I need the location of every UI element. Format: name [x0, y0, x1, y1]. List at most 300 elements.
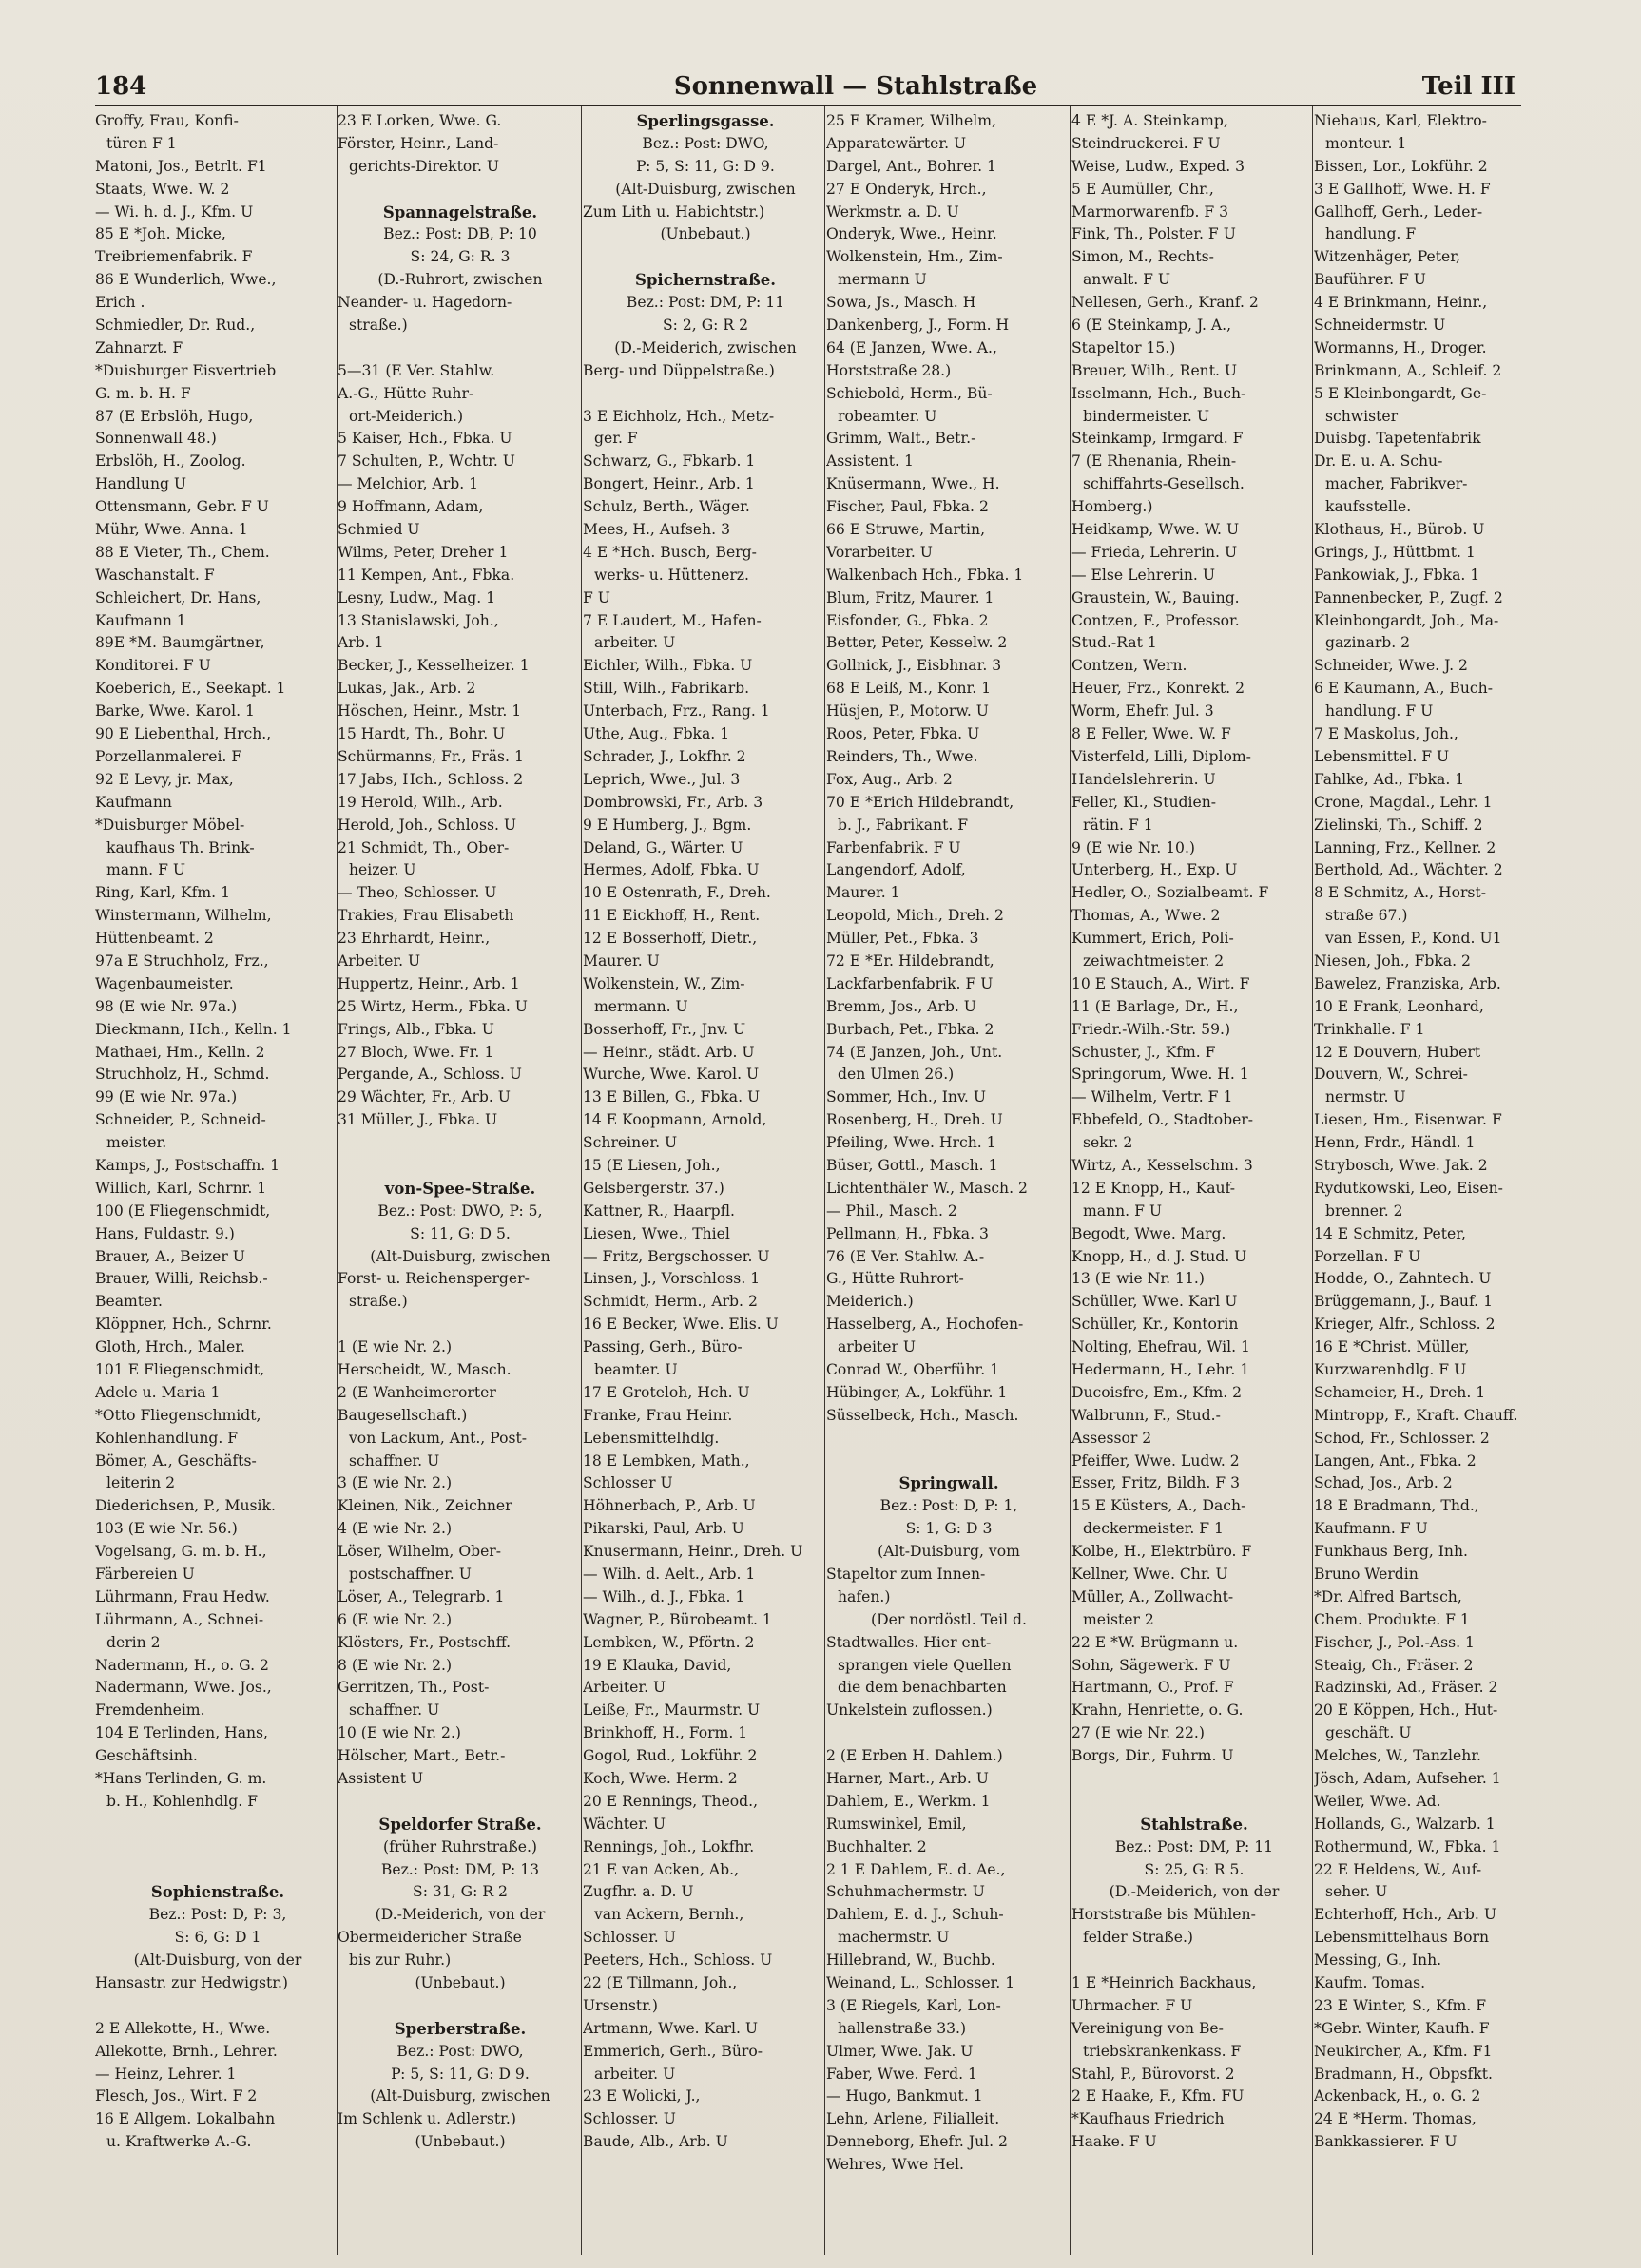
directory-entry-line: Hölscher, Mart., Betr.- [338, 1747, 506, 1765]
directory-entry-line: Matoni, Jos., Betrlt. F1 [95, 157, 267, 175]
directory-entry-line: 10 E Stauch, A., Wirt. F [1071, 974, 1250, 992]
directory-entry-line: Deland, G., Wärter. U [583, 838, 743, 856]
directory-entry-line: straße 67.) [1325, 907, 1408, 925]
directory-entry-line: Gallhoff, Gerh., Leder- [1314, 202, 1483, 221]
directory-entry-line: 10 E Ostenrath, F., Dreh. [583, 884, 771, 902]
directory-entry-line: P: 5, S: 11, G: D 9. [636, 157, 775, 175]
directory-entry-line: Zugfhr. a. D. U [583, 1883, 694, 1901]
directory-entry-line: Friedr.-Wilh.-Str. 59.) [1071, 1020, 1231, 1038]
directory-entry-line: beamter. U [594, 1360, 678, 1378]
directory-entry-line: Im Schlenk u. Adlerstr.) [338, 2110, 516, 2128]
directory-entry-line: Apparatewärter. U [826, 134, 967, 152]
directory-entry-line: Echterhoff, Hch., Arb. U [1314, 1906, 1496, 1924]
directory-entry-line: Staats, Wwe. W. 2 [95, 180, 230, 198]
directory-entry-line: ort-Meiderich.) [349, 407, 464, 425]
directory-entry-line: Kaufmann. F U [1314, 1520, 1428, 1538]
directory-entry-line: derin 2 [106, 1633, 161, 1651]
page-header [95, 72, 1521, 103]
directory-entry-line: triebskrankenkass. F [1083, 2042, 1242, 2060]
directory-entry-line: robeamter. U [838, 407, 937, 425]
directory-entry-line: Hansastr. zur Hedwigstr.) [95, 1974, 289, 1992]
directory-entry-line: Kleinbongardt, Joh., Ma- [1314, 611, 1499, 629]
directory-entry-line: van Essen, P., Kond. U1 [1325, 930, 1502, 948]
directory-entry-line: Heuer, Frz., Konrekt. 2 [1071, 680, 1245, 698]
directory-entry-line: (Der nordöstl. Teil d. [871, 1610, 1027, 1628]
directory-entry-line: Brüggemann, J., Bauf. 1 [1314, 1293, 1493, 1311]
header-rule [95, 105, 1521, 106]
directory-entry-line: Konditorei. F U [95, 657, 211, 675]
directory-entry-line: Thomas, A., Wwe. 2 [1071, 907, 1221, 925]
directory-entry-line: arbeiter. U [594, 2065, 676, 2083]
directory-entry-line: 23 E Wolicki, J., [583, 2087, 701, 2105]
directory-entry-line: Winstermann, Wilhelm, [95, 907, 272, 925]
directory-entry-line: Stapeltor 15.) [1071, 338, 1176, 356]
directory-entry-line: S: 24, G: R. 3 [410, 248, 511, 266]
directory-entry-line: 5—31 (E Ver. Stahlw. [338, 361, 495, 379]
directory-entry-line: 2 (E Erben H. Dahlem.) [826, 1747, 1003, 1765]
directory-entry-line: (D.-Meiderich, zwischen [614, 338, 797, 356]
directory-entry-line: Steinkamp, Irmgard. F [1071, 430, 1244, 448]
directory-entry-line: 8 E Feller, Wwe. W. F [1071, 725, 1231, 743]
directory-entry-line: Simon, M., Rechts- [1071, 248, 1214, 266]
directory-entry-line: Hedler, O., Sozialbeamt. F [1071, 884, 1269, 902]
directory-entry-line: Bömer, A., Geschäfts- [95, 1451, 257, 1470]
directory-entry-line: Kolbe, H., Elektrbüro. F [1071, 1543, 1252, 1561]
directory-entry-line: 23 E Lorken, Wwe. G. [338, 112, 502, 129]
directory-entry-line: Mühr, Wwe. Anna. 1 [95, 521, 248, 539]
directory-entry-line: 5 E Kleinbongardt, Ge- [1314, 384, 1487, 402]
directory-entry-line: Grings, J., Hüttbmt. 1 [1314, 543, 1476, 561]
directory-entry-line: rätin. F 1 [1083, 816, 1153, 834]
directory-entry-line: 90 E Liebenthal, Hrch., [95, 725, 272, 743]
page-number: 184 [95, 72, 147, 101]
directory-entry-line: Lesny, Ludw., Mag. 1 [338, 588, 496, 606]
directory-entry-line: Wagenbaumeister. [95, 974, 234, 992]
directory-entry-line: türen F 1 [106, 134, 177, 152]
directory-entry-line: Knüsermann, Wwe., H. [826, 475, 1000, 493]
directory-entry-line: Berthold, Ad., Wächter. 2 [1314, 861, 1503, 879]
directory-entry-line: Begodt, Wwe. Marg. [1071, 1224, 1226, 1242]
directory-entry-line: Vorarbeiter. U [826, 543, 933, 561]
directory-entry-line: Wagner, P., Bürobeamt. 1 [583, 1610, 772, 1628]
directory-entry-line: meister 2 [1083, 1610, 1154, 1628]
directory-entry-line: G. m. b. H. F [95, 384, 191, 402]
directory-entry-line: Conrad W., Oberführ. 1 [826, 1360, 1000, 1378]
directory-entry-line: Sohn, Sägewerk. F U [1071, 1656, 1231, 1674]
directory-entry-line: Klothaus, H., Bürob. U [1314, 521, 1485, 539]
directory-entry-line: — Melchior, Arb. 1 [338, 475, 479, 493]
directory-entry-line: Visterfeld, Lilli, Diplom- [1071, 747, 1251, 765]
directory-entry-line: *Kaufhaus Friedrich [1071, 2110, 1225, 2128]
blank-line [338, 1995, 583, 2018]
column-1 [95, 110, 340, 2255]
directory-entry-line: Stadtwalles. Hier ent- [826, 1633, 992, 1651]
directory-entry-line: Maurer. 1 [826, 884, 900, 902]
directory-entry-line: gerichts-Direktor. U [349, 157, 500, 175]
directory-entry-line: 9 (E wie Nr. 10.) [1071, 838, 1196, 856]
directory-entry-line: Better, Peter, Kesselw. 2 [826, 634, 1008, 652]
directory-entry-line: 8 E Schmitz, A., Horst- [1314, 884, 1486, 902]
directory-entry-line: 3 E Eichholz, Hch., Metz- [583, 407, 775, 425]
directory-entry-line: Homberg.) [1071, 498, 1153, 516]
directory-entry-line: Haake. F U [1071, 2133, 1157, 2151]
directory-entry-line: Esser, Fritz, Bildh. F 3 [1071, 1474, 1240, 1492]
directory-entry-line: Süsselbeck, Hch., Masch. [826, 1406, 1019, 1424]
directory-entry-line: Eichler, Wilh., Fbka. U [583, 657, 753, 675]
directory-entry-line: Klösters, Fr., Postschff. [338, 1633, 512, 1651]
directory-entry-line: Werkmstr. a. D. U [826, 202, 959, 221]
directory-entry-line: 4 E *Hch. Busch, Berg- [583, 543, 757, 561]
directory-entry-line: 19 Herold, Wilh., Arb. [338, 793, 503, 811]
directory-entry-line: 2 1 E Dahlem, E. d. Ae., [826, 1860, 1006, 1878]
directory-entry-line: Sowa, Js., Masch. H [826, 294, 976, 312]
directory-entry-line: bis zur Ruhr.) [349, 1951, 452, 1970]
directory-entry-line: Still, Wilh., Fabrikarb. [583, 680, 750, 698]
directory-entry-line: 88 E Vieter, Th., Chem. [95, 543, 270, 561]
directory-entry-line: Forst- u. Reichensperger- [338, 1270, 530, 1288]
directory-entry-line: Koeberich, E., Seekapt. 1 [95, 680, 286, 698]
directory-entry-line: Breuer, Wilh., Rent. U [1071, 361, 1238, 379]
directory-entry-line: anwalt. F U [1083, 271, 1171, 289]
directory-entry-line: 23 Ehrhardt, Heinr., [338, 930, 491, 948]
directory-entry-line: Funkhaus Berg, Inh. [1314, 1543, 1468, 1561]
directory-entry-line: (D.-Ruhrort, zwischen [377, 271, 543, 289]
directory-entry-line: Hartmann, O., Prof. F [1071, 1679, 1234, 1697]
directory-entry-line: (Alt-Duisburg, vom [878, 1543, 1020, 1561]
directory-entry-line: schiffahrts-Gesellsch. [1083, 475, 1245, 493]
directory-entry-line: 22 (E Tillmann, Joh., [583, 1974, 738, 1992]
directory-entry-line: Ulmer, Wwe. Jak. U [826, 2042, 974, 2060]
column-5 [1071, 110, 1317, 2255]
directory-entry-line: Artmann, Wwe. Karl. U [583, 2019, 759, 2037]
directory-entry-line: Knopp, H., d. J. Stud. U [1071, 1247, 1247, 1265]
directory-entry-line: von-Spee-Straße. [384, 1179, 536, 1198]
directory-entry-line: Zielinski, Th., Schiff. 2 [1314, 816, 1483, 834]
directory-entry-line: Waschanstalt. F [95, 566, 215, 584]
blank-line [338, 337, 583, 360]
directory-entry-line: 6 E Kaumann, A., Buch- [1314, 680, 1493, 698]
directory-entry-line: 15 (E Liesen, Joh., [583, 1156, 721, 1174]
directory-entry-line: Unterberg, H., Exp. U [1071, 861, 1238, 879]
directory-entry-line: Weinand, L., Schlosser. 1 [826, 1974, 1015, 1992]
blank-line [1071, 1791, 1317, 1814]
directory-entry-line: Hodde, O., Zahntech. U [1314, 1270, 1492, 1288]
part-label: Teil III [1421, 72, 1516, 101]
directory-entry-line: Schlosser U [583, 1474, 673, 1492]
directory-entry-line: Mathaei, Hm., Kelln. 2 [95, 1043, 265, 1061]
directory-entry-line: Lehn, Arlene, Filialleit. [826, 2110, 1000, 2128]
directory-entry-line: (D.-Meiderich, von der [375, 1906, 546, 1924]
directory-entry-line: Uthe, Aug., Fbka. 1 [583, 725, 730, 743]
directory-entry-line: 3 E Gallhoff, Wwe. H. F [1314, 180, 1491, 198]
directory-entry-line: Rumswinkel, Emil, [826, 1815, 967, 1833]
directory-entry-line: *Duisburger Möbel- [95, 816, 245, 834]
directory-entry-line: hafen.) [838, 1587, 891, 1605]
directory-entry-line: Schneidermstr. U [1314, 317, 1446, 335]
directory-entry-line: Farbenfabrik. F U [826, 838, 961, 856]
directory-entry-line: — Phil., Masch. 2 [826, 1201, 957, 1220]
directory-entry-line: sprangen viele Quellen [838, 1656, 1012, 1674]
blank-line [826, 1722, 1071, 1745]
directory-entry-line: Pikarski, Paul, Arb. U [583, 1520, 744, 1538]
directory-entry-line: Hüttenbeamt. 2 [95, 930, 214, 948]
directory-entry-line: b. J., Fabrikant. F [838, 816, 969, 834]
directory-entry-line: *Gebr. Winter, Kaufh. F [1314, 2019, 1490, 2037]
directory-entry-line: G., Hütte Ruhrort- [826, 1270, 964, 1288]
directory-entry-line: 70 E *Erich Hildebrandt, [826, 793, 1014, 811]
directory-entry-line: Ring, Karl, Kfm. 1 [95, 884, 231, 902]
directory-entry-line: 21 Schmidt, Th., Ober- [338, 838, 510, 856]
directory-entry-line: Brauer, A., Beizer U [95, 1247, 245, 1265]
directory-entry-line: Höhnerbach, P., Arb. U [583, 1497, 756, 1515]
directory-entry-line: Stapeltor zum Innen- [826, 1566, 986, 1583]
directory-entry-line: Bez.: Post: DM, P: 13 [380, 1860, 540, 1878]
directory-entry-line: Bremm, Jos., Arb. U [826, 997, 976, 1015]
directory-entry-line: Lembken, W., Pförtn. 2 [583, 1633, 755, 1651]
directory-entry-line: 68 E Leiß, M., Konr. 1 [826, 680, 992, 698]
directory-entry-line: 29 Wächter, Fr., Arb. U [338, 1088, 511, 1106]
directory-entry-line: Fischer, Paul, Fbka. 2 [826, 498, 989, 516]
directory-entry-line: Arbeiter. U [583, 1679, 666, 1697]
directory-entry-line: 21 E van Acken, Ab., [583, 1860, 740, 1878]
directory-entry-line: 2 E Allekotte, H., Wwe. [95, 2019, 271, 2037]
directory-entry-line: felder Straße.) [1083, 1929, 1193, 1947]
directory-entry-line: Schlosser. U [583, 2110, 676, 2128]
directory-entry-line: Diederichsen, P., Musik. [95, 1497, 276, 1515]
directory-entry-line: Schmidt, Herm., Arb. 2 [583, 1293, 758, 1311]
directory-entry-line: (Alt-Duisburg, zwischen [370, 1247, 550, 1265]
directory-entry-line: Heidkamp, Wwe. W. U [1071, 521, 1240, 539]
directory-entry-line: schwister [1325, 407, 1399, 425]
directory-entry-line: Färbereien U [95, 1566, 195, 1583]
directory-entry-line: 23 E Winter, S., Kfm. F [1314, 1996, 1487, 2014]
directory-entry-line: 7 (E Rhenania, Rhein- [1071, 452, 1237, 471]
directory-entry-line: Speldorfer Straße. [378, 1815, 542, 1834]
directory-entry-line: Lukas, Jak., Arb. 2 [338, 680, 476, 698]
blank-line [1071, 1950, 1317, 1972]
directory-entry-line: Strybosch, Wwe. Jak. 2 [1314, 1156, 1488, 1174]
directory-entry-line: seher. U [1325, 1883, 1388, 1901]
directory-entry-line: Dr. E. u. A. Schu- [1314, 452, 1443, 471]
directory-entry-line: 14 E Schmitz, Peter, [1314, 1224, 1466, 1242]
directory-entry-line: Porzellanmalerei. F [95, 747, 242, 765]
directory-entry-line: arbeiter U [838, 1338, 916, 1356]
directory-entry-line: Niehaus, Karl, Elektro- [1314, 112, 1487, 129]
directory-entry-line: u. Kraftwerke A.-G. [106, 2133, 252, 2151]
directory-entry-line: 11 Kempen, Ant., Fbka. [338, 566, 515, 584]
directory-entry-line: (Unbebaut.) [415, 1974, 506, 1992]
directory-entry-line: Messing, G., Inh. [1314, 1951, 1442, 1970]
directory-entry-line: Kohlenhandlung. F [95, 1429, 239, 1447]
directory-entry-line: 22 E *W. Brügmann u. [1071, 1633, 1239, 1651]
directory-entry-line: Lebensmittelhaus Born [1314, 1929, 1490, 1947]
directory-entry-line: Höschen, Heinr., Mstr. 1 [338, 702, 522, 721]
directory-entry-line: Büser, Gottl., Masch. 1 [826, 1156, 998, 1174]
directory-entry-line: Kleinen, Nik., Zeichner [338, 1497, 512, 1515]
directory-entry-line: Rydutkowski, Leo, Eisen- [1314, 1179, 1503, 1197]
directory-entry-line: hallenstraße 33.) [838, 2019, 967, 2037]
directory-entry-line: 11 (E Barlage, Dr., H., [1071, 997, 1239, 1015]
directory-entry-line: 17 E Groteloh, Hch. U [583, 1383, 750, 1401]
directory-entry-line: Handlung U [95, 475, 187, 493]
directory-entry-line: Hedermann, H., Lehr. 1 [1071, 1360, 1250, 1378]
directory-entry-line: Flesch, Jos., Wirt. F 2 [95, 2087, 258, 2105]
directory-entry-line: 11 E Eickhoff, H., Rent. [583, 907, 761, 925]
directory-entry-line: mann. F U [106, 861, 186, 879]
directory-entry-line: 31 Müller, J., Fbka. U [338, 1111, 498, 1129]
directory-entry-line: Berg- und Düppelstraße.) [583, 361, 775, 379]
column-3 [583, 110, 828, 2255]
directory-entry-line: heizer. U [349, 861, 416, 879]
directory-entry-line: 76 (E Ver. Stahlw. A.- [826, 1247, 985, 1265]
directory-entry-line: Gelsbergerstr. 37.) [583, 1179, 724, 1197]
directory-entry-line: Schleichert, Dr. Hans, [95, 588, 261, 606]
directory-entry-line: Schneider, Wwe. J. 2 [1314, 657, 1468, 675]
directory-entry-line: Leprich, Wwe., Jul. 3 [583, 770, 741, 788]
directory-entry-line: Becker, J., Kesselheizer. 1 [338, 657, 530, 675]
blank-line [95, 1814, 340, 1836]
directory-entry-line: Gollnick, J., Eisbhnar. 3 [826, 657, 1002, 675]
directory-entry-line: machermstr. U [838, 1929, 950, 1947]
directory-entry-line: Brauer, Willi, Reichsb.- [95, 1270, 268, 1288]
directory-entry-line: Schuhmachermstr. U [826, 1883, 985, 1901]
directory-entry-line: Pannenbecker, P., Zugf. 2 [1314, 588, 1503, 606]
directory-entry-line: kaufsstelle. [1325, 498, 1412, 516]
directory-entry-line: 13 Stanislawski, Joh., [338, 611, 499, 629]
directory-entry-line: Eisfonder, G., Fbka. 2 [826, 611, 989, 629]
directory-entry-line: 10 E Frank, Leonhard, [1314, 997, 1484, 1015]
directory-entry-line: Denneborg, Ehefr. Jul. 2 [826, 2133, 1008, 2151]
directory-entry-line: Gogol, Rud., Lokführ. 2 [583, 1747, 758, 1765]
directory-entry-line: Emmerich, Gerh., Büro- [583, 2042, 763, 2060]
directory-entry-line: Mees, H., Aufseh. 3 [583, 521, 730, 539]
directory-entry-line: 24 E *Herm. Thomas, [1314, 2110, 1477, 2128]
directory-entry-line: kaufhaus Th. Brink- [106, 838, 255, 856]
directory-entry-line: Springorum, Wwe. H. 1 [1071, 1066, 1249, 1084]
directory-entry-line: 12 E Douvern, Hubert [1314, 1043, 1481, 1061]
directory-entry-line: S: 25, G: R 5. [1144, 1860, 1245, 1878]
directory-entry-line: 87 (E Erbslöh, Hugo, [95, 407, 254, 425]
blank-line [338, 1155, 583, 1178]
directory-entry-line: Schulz, Berth., Wäger. [583, 498, 750, 516]
directory-entry-line: Weise, Ludw., Exped. 3 [1071, 157, 1245, 175]
directory-entry-line: Fox, Aug., Arb. 2 [826, 770, 953, 788]
blank-line [338, 1791, 583, 1814]
directory-entry-line: (Unbebaut.) [660, 225, 751, 243]
directory-entry-line: Krieger, Alfr., Schloss. 2 [1314, 1316, 1496, 1334]
directory-entry-line: 27 Bloch, Wwe. Fr. 1 [338, 1043, 494, 1061]
directory-entry-line: 13 (E wie Nr. 11.) [1071, 1270, 1205, 1288]
directory-entry-line: Bruno Werdin [1314, 1566, 1419, 1583]
directory-entry-line: 72 E *Er. Hildebrandt, [826, 951, 994, 970]
directory-entry-line: Buchhalter. 2 [826, 1837, 927, 1855]
directory-entry-line: S: 31, G: R 2 [413, 1883, 508, 1901]
blank-line [1071, 1768, 1317, 1791]
directory-entry-line: Hermes, Adolf, Fbka. U [583, 861, 760, 879]
directory-entry-line: — Wi. h. d. J., Kfm. U [95, 202, 254, 221]
directory-entry-line: Kaufmann 1 [95, 611, 186, 629]
directory-entry-line: Bez.: Post: DWO, P: 5, [377, 1201, 543, 1220]
directory-entry-line: bindermeister. U [1083, 407, 1209, 425]
directory-entry-line: nermstr. U [1325, 1088, 1406, 1106]
directory-entry-line: Bez.: Post: DB, P: 10 [383, 225, 537, 243]
directory-entry-line: Löser, Wilhelm, Ober- [338, 1543, 502, 1561]
directory-entry-line: — Fritz, Bergschosser. U [583, 1247, 770, 1265]
directory-entry-line: mann. F U [1083, 1201, 1163, 1220]
directory-entry-line: 4 E *J. A. Steinkamp, [1071, 112, 1228, 129]
directory-entry-line: Witzenhäger, Peter, [1314, 248, 1460, 266]
directory-entry-line: Baugesellschaft.) [338, 1406, 468, 1424]
directory-entry-line: 103 (E wie Nr. 56.) [95, 1520, 238, 1538]
directory-entry-line: Isselmann, Hch., Buch- [1071, 384, 1246, 402]
directory-entry-line: Barke, Wwe. Karol. 1 [95, 702, 255, 721]
directory-entry-line: Rennings, Joh., Lokfhr. [583, 1837, 755, 1855]
directory-entry-line: Fremdenheim. [95, 1701, 205, 1720]
directory-entry-line: Schüller, Kr., Kontorin [1071, 1316, 1239, 1334]
directory-entry-line: Spannagelstraße. [382, 202, 538, 221]
column-6 [1314, 110, 1559, 2255]
blank-line [583, 246, 828, 269]
blank-line [338, 1314, 583, 1336]
directory-entry-line: mermann. U [594, 997, 688, 1015]
directory-entry-line: van Ackern, Bernh., [594, 1906, 744, 1924]
directory-entry-line: Zum Lith u. Habichtstr.) [583, 202, 765, 221]
directory-entry-line: Pellmann, H., Fbka. 3 [826, 1224, 989, 1242]
directory-entry-line: 4 (E wie Nr. 2.) [338, 1520, 453, 1538]
directory-entry-line: Unterbach, Frz., Rang. 1 [583, 702, 770, 721]
directory-entry-line: Huppertz, Heinr., Arb. 1 [338, 974, 520, 992]
blank-line [338, 179, 583, 202]
directory-entry-line: Schmiedler, Dr. Rud., [95, 317, 256, 335]
directory-entry-line: Wehres, Wwe Hel. [826, 2156, 964, 2174]
directory-entry-line: Kummert, Erich, Poli- [1071, 930, 1234, 948]
directory-entry-line: Müller, Pet., Fbka. 3 [826, 930, 979, 948]
directory-entry-line: Wirtz, A., Kesselschm. 3 [1071, 1156, 1253, 1174]
directory-entry-line: 6 (E wie Nr. 2.) [338, 1610, 453, 1628]
directory-entry-line: Mintropp, F., Kraft. Chauff. [1314, 1406, 1518, 1424]
directory-entry-line: schaffner. U [349, 1701, 440, 1720]
directory-entry-line: Nolting, Ehefrau, Wil. 1 [1071, 1338, 1250, 1356]
directory-entry-line: Baude, Alb., Arb. U [583, 2133, 728, 2151]
directory-entry-line: Pfeiling, Wwe. Hrch. 1 [826, 1134, 996, 1152]
directory-entry-line: Knusermann, Heinr., Dreh. U [583, 1543, 803, 1561]
directory-entry-line: Stahl, P., Bürovorst. 2 [1071, 2065, 1235, 2083]
directory-entry-line: Harner, Mart., Arb. U [826, 1770, 989, 1788]
directory-entry-line: Lebensmittelhdlg. [583, 1429, 720, 1447]
directory-entry-line: von Lackum, Ant., Post- [349, 1429, 528, 1447]
directory-entry-line: Bez.: Post: D, P: 1, [879, 1497, 1018, 1515]
directory-entry-line: b. H., Kohlenhdlg. F [106, 1792, 259, 1810]
directory-entry-line: — Wilh. d. Aelt., Arb. 1 [583, 1566, 756, 1583]
directory-entry-line: 74 (E Janzen, Joh., Unt. [826, 1043, 1003, 1061]
directory-entry-line: Henn, Frdr., Händl. 1 [1314, 1134, 1476, 1152]
directory-entry-line: (D.-Meiderich, von der [1109, 1883, 1280, 1901]
directory-entry-line: Linsen, J., Vorschloss. 1 [583, 1270, 761, 1288]
directory-entry-line: Lebensmittel. F U [1314, 747, 1450, 765]
directory-entry-line: A.-G., Hütte Ruhr- [338, 384, 474, 402]
directory-entry-line: Roos, Peter, Fbka. U [826, 725, 980, 743]
directory-entry-line: Burbach, Pet., Fbka. 2 [826, 1020, 994, 1038]
directory-entry-line: Fahlke, Ad., Fbka. 1 [1314, 770, 1465, 788]
directory-entry-line: S: 1, G: D 3 [905, 1520, 993, 1538]
blank-line [95, 1859, 340, 1882]
directory-entry-line: Lührmann, Frau Hedw. [95, 1587, 270, 1605]
directory-entry-line: 3 (E wie Nr. 2.) [338, 1474, 453, 1492]
directory-entry-line: Spichernstraße. [634, 271, 777, 290]
directory-entry-line: Ducoisfre, Em., Kfm. 2 [1071, 1383, 1243, 1401]
directory-entry-line: Bankkassierer. F U [1314, 2133, 1458, 2151]
directory-entry-line: — Hugo, Bankmut. 1 [826, 2087, 983, 2105]
